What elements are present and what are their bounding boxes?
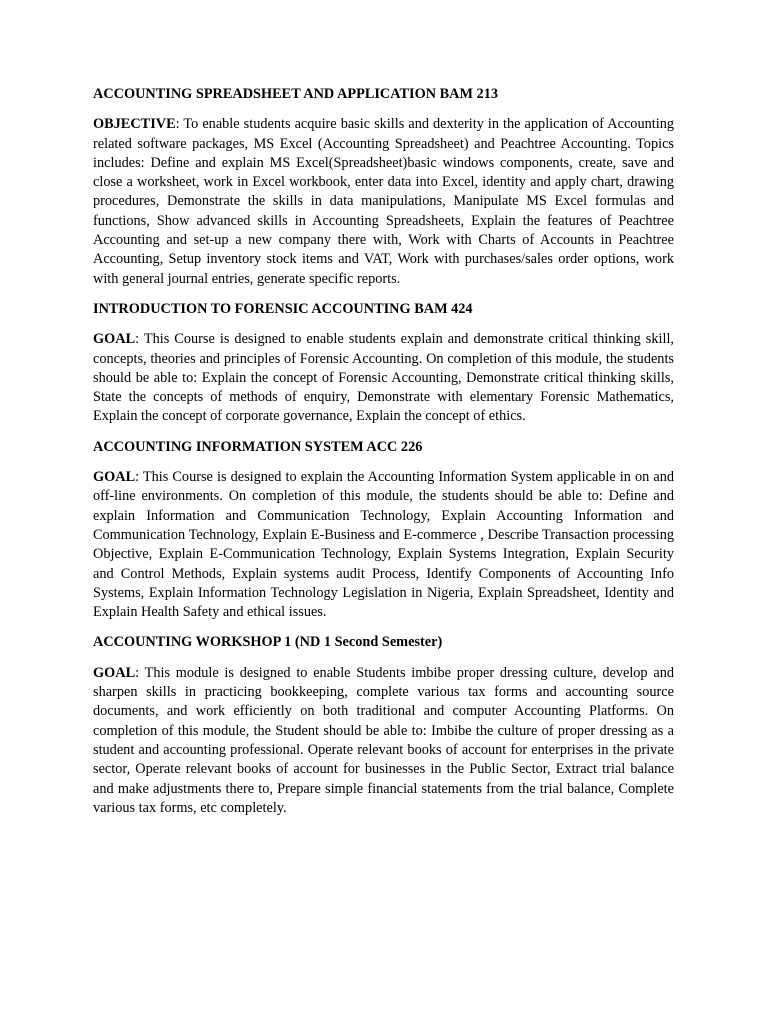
course-description bbox=[93, 664, 674, 818]
description-label: GOAL bbox=[93, 664, 136, 681]
description-text: : This module is designed to enable Students imbibe proper dressing culture, develop and sharpen skills in practicing bookkeeping, complete various tax forms and accounting source documents, and work efficiently on both traditional and computer Accounting Platforms. On completion of this module, the Student should be able to: Imbibe the culture of proper dressing as a student and accounting professional. Operate relevant books of account for enterprises in the private sector, Operate relevant books of account for businesses in the Public Sector, Extract trial balance and make adjustments there to, Prepare simple financial statements from the trial balance, Complete various tax forms, etc completely. bbox=[93, 664, 674, 816]
description-text: : This Course is designed to enable students explain and demonstrate critical thinking skill, concepts, theories and principles of Forensic Accounting. On completion of this module, the students should be able to: Explain the concept of Forensic Accounting, Demonstrate critical thinking skills, State the concepts of methods of enquiry, Demonstrate with elementary Forensic Mathematics, Explain the concept of corporate governance, Explain the concept of ethics. bbox=[93, 331, 674, 425]
course-description bbox=[93, 330, 674, 426]
description-label: OBJECTIVE bbox=[93, 116, 176, 133]
course-description bbox=[93, 468, 674, 622]
description-text: : This Course is designed to explain the Accounting Information System applicable in on and off-line environments. On completion of this module, the students should be able to: Define and explain Information and Communication Technology, Explain Accounting Information and Communication Technology, Explain E-Business and E-commerce , Describe Transaction processing Objective, Explain E-Communication Technology, Explain Systems Integration, Explain Security and Control Methods, Explain systems audit Process, Identify Components of Accounting Info Systems, Explain Information Technology Legislation in Nigeria, Explain Spreadsheet, Identity and Explain Health Safety and ethical issues. bbox=[93, 469, 674, 621]
description-text: : To enable students acquire basic skills and dexterity in the application of Accounting related software packages, MS Excel (Accounting Spreadsheet) and Peachtree Accounting. Topics includes: Define and explain MS Excel(Spreadsheet)basic windows components, create, save and close a worksheet, work in Excel workbook, enter data into Excel, identity and apply chart, drawing procedures, Demonstrate the skills in data manipulations, Manipulate MS Excel formulas and functions, Show advanced skills in Accounting Spreadsheets, Explain the features of Peachtree Accounting and set-up a new company there with, Work with Charts of Accounts in Peachtree Accounting, Setup inventory stock items and VAT, Work with purchases/sales order options, work with general journal entries, generate specific reports. bbox=[93, 116, 674, 287]
course-section-acc226 bbox=[93, 438, 674, 623]
course-heading: INTRODUCTION TO FORENSIC ACCOUNTING BAM 424 bbox=[93, 300, 473, 317]
description-label: GOAL bbox=[93, 331, 136, 348]
course-section-bam213 bbox=[93, 85, 674, 289]
course-section-workshop1 bbox=[93, 633, 674, 818]
description-label: GOAL bbox=[93, 469, 136, 486]
course-section-bam424 bbox=[93, 300, 674, 427]
course-heading: ACCOUNTING INFORMATION SYSTEM ACC 226 bbox=[93, 438, 423, 455]
document-page bbox=[93, 85, 674, 829]
course-description bbox=[93, 115, 674, 289]
course-heading: ACCOUNTING SPREADSHEET AND APPLICATION BAM 213 bbox=[93, 86, 498, 102]
course-heading: ACCOUNTING WORKSHOP 1 (ND 1 Second Semester) bbox=[93, 634, 443, 651]
